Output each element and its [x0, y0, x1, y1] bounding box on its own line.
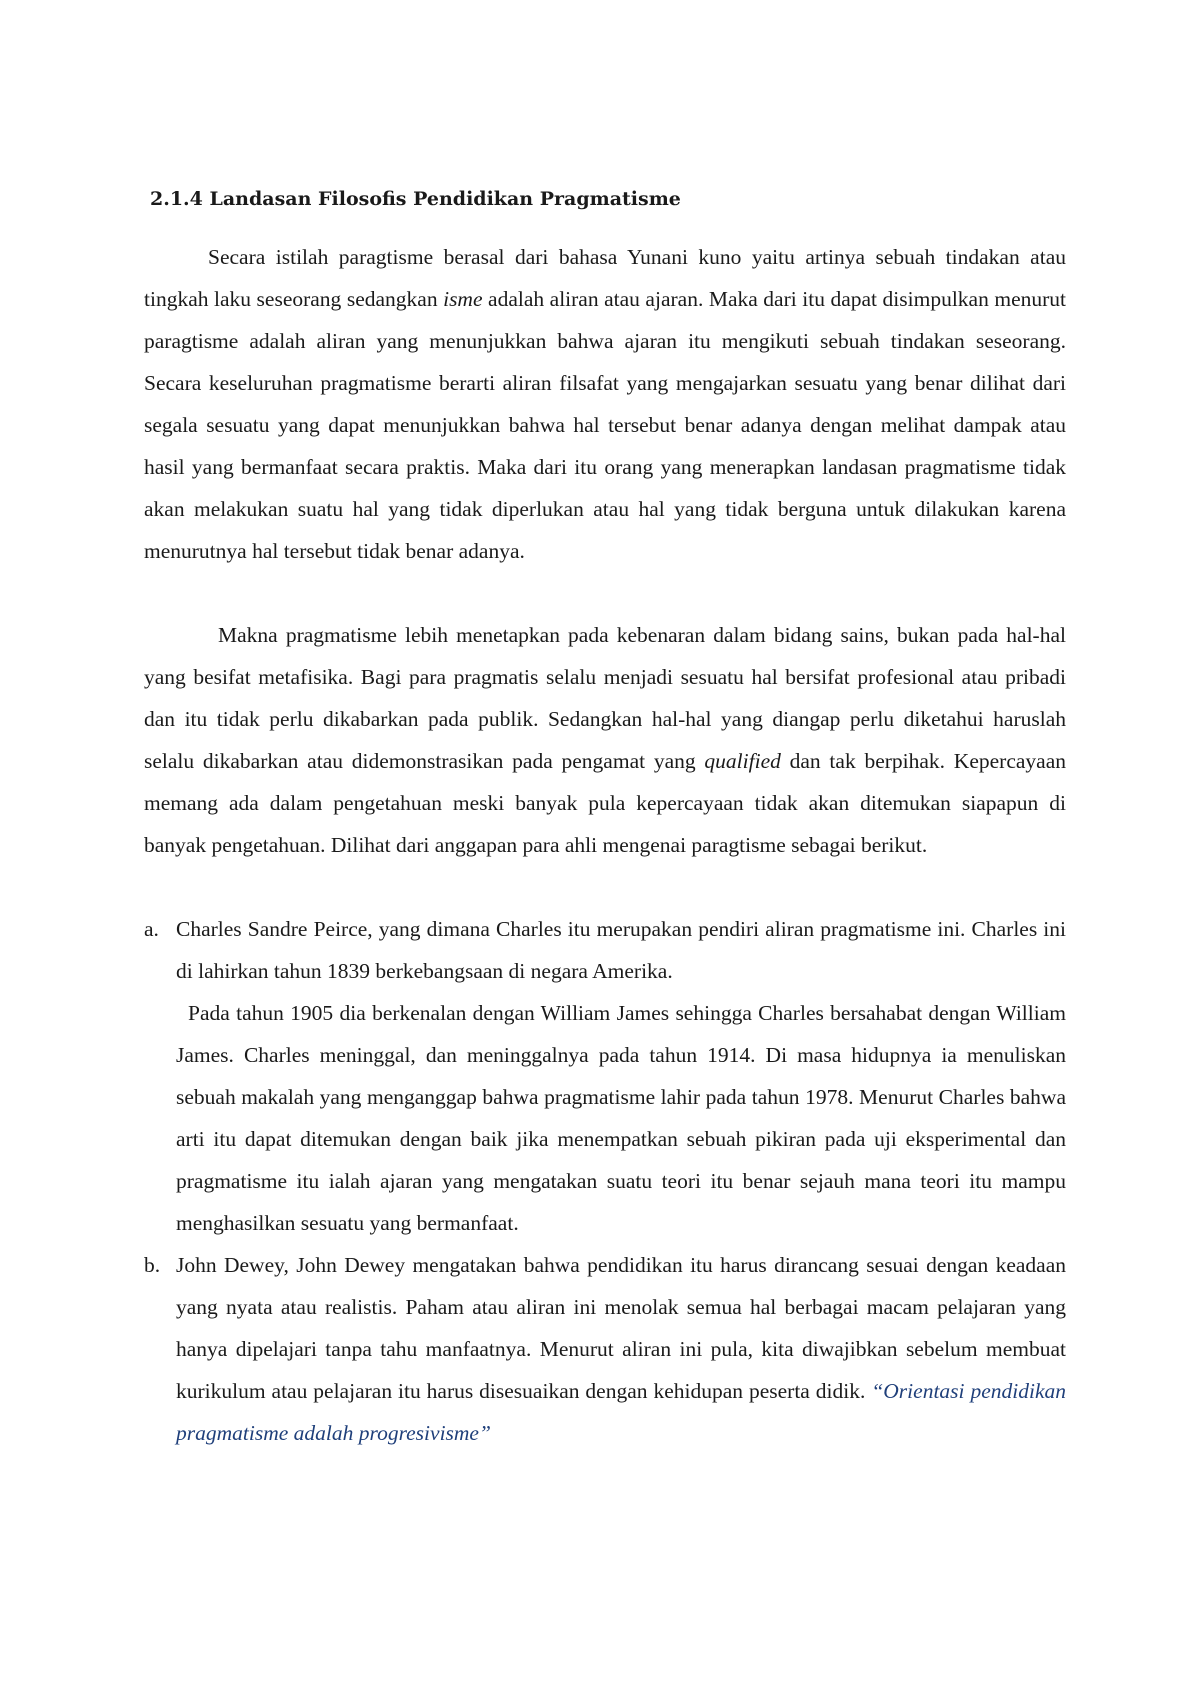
list-item-text: John Dewey, John Dewey mengatakan bahwa pendidikan itu harus dirancang sesuai dengan keadaan yang nyata atau realistis. Paham atau aliran ini menolak semua hal berbagai macam pelajaran yang hanya dipelajari tanpa tahu manfaatnya. Menurut aliran ini pula, kita diwajibkan sebelum membuat kurikulum atau pelajaran itu harus disesuaikan dengan kehidupan peserta didik.	[176, 1253, 1066, 1403]
list-marker: b.	[144, 1253, 161, 1277]
italic-term: isme	[443, 287, 483, 311]
italic-term: qualified	[704, 749, 781, 773]
list-marker: a.	[144, 917, 159, 941]
section-heading: 2.1.4 Landasan Filosofis Pendidikan Pragmatisme	[150, 188, 681, 210]
paragraph-text: adalah aliran atau ajaran. Maka dari itu dapat disimpulkan menurut paragtisme adalah aliran yang menunjukkan bahwa ajaran itu mengikuti sebuah tindakan seseorang. Secara keseluruhan pragmatisme berarti aliran filsafat yang mengajarkan sesuatu yang benar dilihat dari segala sesuatu yang dapat menunjukkan bahwa hal tersebut benar adanya dengan melihat dampak atau hasil yang bermanfaat secara praktis. Maka dari itu orang yang menerapkan landasan pragmatisme tidak akan melakukan suatu hal yang tidak diperlukan atau hal yang tidak berguna untuk dilakukan karena menurutnya hal tersebut tidak benar adanya.	[144, 287, 1066, 563]
list-item-subparagraph: Pada tahun 1905 dia berkenalan dengan William James sehingga Charles bersahabat dengan William James. Charles meninggal, dan meninggalnya pada tahun 1914. Di masa hidupnya ia menuliskan sebuah makalah yang menganggap bahwa pragmatisme lahir pada tahun 1978. Menurut Charles bahwa arti itu dapat ditemukan dengan baik jika menempatkan sebuah pikiran pada uji eksperimental dan pragmatisme itu ialah ajaran yang mengatakan suatu teori itu benar sejauh mana teori itu mampu menghasilkan sesuatu yang bermanfaat.	[176, 1001, 1066, 1235]
quote-text: “Orientasi pendidikan pragmatisme adalah progresivisme”	[176, 1379, 1066, 1445]
paragraph-text: Secara istilah paragtisme berasal dari bahasa Yunani kuno yaitu artinya sebuah tindakan atau tingkah laku seseorang sedangkan	[144, 245, 1066, 311]
list-item-peirce	[144, 908, 1066, 1244]
experts-list	[144, 908, 1066, 1454]
paragraph-pragmatisme-definition	[144, 236, 1066, 572]
list-item-dewey	[144, 1244, 1066, 1454]
list-item-text: Charles Sandre Peirce, yang dimana Charles itu merupakan pendiri aliran pragmatisme ini. Charles ini di lahirkan tahun 1839 berkebangsaan di negara Amerika.	[176, 917, 1066, 983]
paragraph-pragmatisme-meaning	[144, 614, 1066, 866]
paragraph-text: Makna pragmatisme lebih menetapkan pada kebenaran dalam bidang sains, bukan pada hal-hal yang besifat metafisika. Bagi para pragmatis selalu menjadi sesuatu hal bersifat profesional atau pribadi dan itu tidak perlu dikabarkan pada publik. Sedangkan hal-hal yang diangap perlu diketahui haruslah selalu dikabarkan atau didemonstrasikan pada pengamat yang	[144, 623, 1066, 773]
list-item-body	[176, 1244, 1066, 1454]
paragraph-text: dan tak berpihak. Kepercayaan memang ada dalam pengetahuan meski banyak pula kepercayaan tidak akan ditemukan siapapun di banyak pengetahuan. Dilihat dari anggapan para ahli mengenai paragtisme sebagai berikut.	[144, 749, 1066, 857]
